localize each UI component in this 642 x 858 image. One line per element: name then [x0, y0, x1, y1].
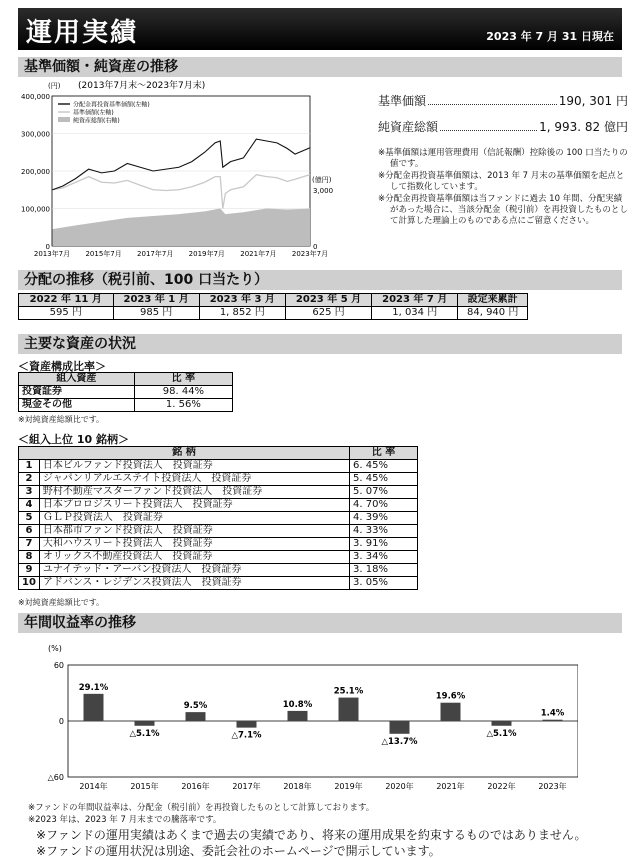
x-tick: 2019年 — [334, 782, 363, 791]
alloc-asset: 現金その他 — [19, 399, 135, 412]
top10-row — [19, 460, 418, 473]
bar — [237, 721, 257, 728]
right-axis-unit: (億円) — [312, 175, 332, 184]
top10-name: ジャパンリアルエステイト投資法人 投資証券 — [39, 473, 349, 486]
top10-name: 日本都市ファンド投資法人 投資証券 — [39, 525, 349, 538]
x-tick: 2019年7月 — [188, 250, 225, 258]
data-label: 9.5% — [183, 701, 208, 712]
bar — [492, 721, 512, 726]
dist-value: 1, 852 円 — [199, 307, 285, 320]
bar — [441, 703, 461, 721]
bar — [543, 720, 563, 721]
nav-note: ※分配金再投資基準価額は、2013 年 7 月末の基準価額を起点として指数化しています。 — [378, 171, 625, 192]
data-label: 25.1% — [333, 686, 364, 697]
data-label: 29.1% — [78, 682, 109, 693]
legend-label: 基準価額(左軸) — [73, 109, 114, 117]
dist-header: 2022 年 11 月 — [19, 294, 114, 307]
alloc-note: ※対純資産総額比です。 — [18, 415, 105, 424]
series-nav-line — [53, 175, 310, 209]
x-tick: 2021年7月 — [240, 250, 277, 258]
top10-rank: 4 — [19, 499, 40, 512]
section-distribution: 分配の推移（税引前、100 口当たり） — [18, 270, 622, 290]
y-tick-left: 200,000 — [21, 168, 50, 176]
top10-ratio: 3. 91% — [350, 538, 418, 551]
data-label: △7.1% — [231, 730, 262, 741]
alloc-table — [18, 372, 233, 412]
dist-value: 985 円 — [113, 307, 199, 320]
top10-header: 銘 柄 — [19, 447, 350, 460]
top10-row — [19, 551, 418, 564]
alloc-ratio: 1. 56% — [134, 399, 232, 412]
top10-name: ユナイテッド・アーバン投資法人 投資証券 — [39, 564, 349, 577]
dist-header: 2023 年 1 月 — [113, 294, 199, 307]
footer-disclaimer: ※ファンドの運用実績はあくまで過去の実績であり、将来の運用成果を約束するものではありません。 — [36, 828, 587, 842]
alloc-ratio: 98. 44% — [134, 386, 232, 399]
top10-rank: 3 — [19, 486, 40, 499]
top10-row — [19, 525, 418, 538]
legend-label: 分配金再投資基準価額(左軸) — [73, 101, 150, 109]
top10-rank: 2 — [19, 473, 40, 486]
x-tick: 2022年 — [487, 782, 516, 791]
top10-ratio: 4. 70% — [350, 499, 418, 512]
report-date: 2023 年 7 月 31 日現在 — [486, 30, 614, 43]
base-price-label: 基準価額 — [378, 94, 427, 108]
page-title: 運用実績 — [26, 18, 139, 48]
top10-ratio: 3. 34% — [350, 551, 418, 564]
x-tick: 2016年 — [181, 782, 210, 791]
data-label: 10.8% — [282, 699, 313, 710]
y-tick-right: 3,000 — [313, 186, 334, 195]
top10-title: ＜組入上位 10 銘柄＞ — [18, 433, 129, 446]
top10-ratio: 3. 18% — [350, 564, 418, 577]
x-tick: 2017年 — [232, 782, 261, 791]
x-tick: 2015年 — [130, 782, 159, 791]
legend-swatch — [58, 117, 70, 122]
x-tick: 2021年 — [436, 782, 465, 791]
section-annual: 年間収益率の推移 — [18, 613, 622, 633]
top10-row — [19, 499, 418, 512]
top10-header: 比 率 — [350, 447, 418, 460]
x-tick: 2015年7月 — [85, 250, 122, 258]
nav-info — [378, 92, 628, 144]
legend-label: 純資産総額(右軸) — [73, 117, 120, 125]
series-net-assets-area — [53, 209, 310, 247]
top10-ratio: 4. 33% — [350, 525, 418, 538]
top10-ratio: 3. 05% — [350, 577, 418, 590]
y-tick-left: 400,000 — [21, 93, 50, 101]
dist-value: 625 円 — [285, 307, 371, 320]
data-label: △13.7% — [381, 736, 418, 747]
y-tick: 60 — [53, 661, 64, 670]
top10-rank: 6 — [19, 525, 40, 538]
top10-table — [18, 446, 418, 590]
title-bar — [18, 8, 622, 50]
top10-rank: 8 — [19, 551, 40, 564]
bar — [84, 694, 104, 721]
top10-ratio: 4. 39% — [350, 512, 418, 525]
alloc-asset: 投資証券 — [19, 386, 135, 399]
top10-name: 日本ビルファンド投資法人 投資証券 — [39, 460, 349, 473]
top10-name: ＧＬＰ投資法人 投資証券 — [39, 512, 349, 525]
top10-name: 大和ハウスリート投資法人 投資証券 — [39, 538, 349, 551]
x-tick: 2017年7月 — [137, 250, 174, 258]
base-price-row — [378, 92, 628, 109]
top10-rank: 5 — [19, 512, 40, 525]
bar — [339, 698, 359, 721]
series-reinvested-nav-line — [53, 139, 310, 190]
data-label: △5.1% — [129, 728, 160, 739]
x-tick: 2023年 — [538, 782, 567, 791]
y-tick-left: 0 — [45, 243, 50, 251]
dist-header: 2023 年 3 月 — [199, 294, 285, 307]
section-nav: 基準価額・純資産の推移 — [18, 57, 622, 77]
top10-rank: 9 — [19, 564, 40, 577]
x-tick: 2018年 — [283, 782, 312, 791]
distribution-table — [18, 293, 528, 320]
top10-rank: 10 — [19, 577, 40, 590]
section-assets: 主要な資産の状況 — [18, 334, 622, 354]
top10-row — [19, 486, 418, 499]
dist-value: 84, 940 円 — [458, 307, 528, 320]
top10-note: ※対純資産総額比です。 — [18, 598, 105, 607]
x-tick: 2013年7月 — [33, 250, 71, 258]
y-tick-left: 300,000 — [21, 130, 50, 139]
y-tick-right: 0 — [313, 243, 318, 251]
x-tick: 2020年 — [385, 782, 414, 791]
data-label: △5.1% — [486, 728, 517, 739]
nav-notes — [378, 148, 628, 228]
left-axis-unit: (円) — [48, 82, 61, 90]
top10-row — [19, 577, 418, 590]
net-assets-label: 純資産総額 — [378, 120, 439, 134]
annual-note: ※2023 年は、2023 年 7 月末までの騰落率です。 — [28, 815, 222, 825]
x-tick: 2014年 — [79, 782, 108, 791]
dist-value: 595 円 — [19, 307, 114, 320]
top10-name: 野村不動産マスターファンド投資法人 投資証券 — [39, 486, 349, 499]
top10-name: 日本プロロジスリート投資法人 投資証券 — [39, 499, 349, 512]
data-label: 19.6% — [435, 691, 466, 702]
top10-name: アドバンス・レジデンス投資法人 投資証券 — [39, 577, 349, 590]
x-tick: 2023年7月 — [291, 250, 329, 258]
top10-rank: 1 — [19, 460, 40, 473]
bar — [390, 721, 410, 734]
alloc-header: 組入資産 — [19, 373, 135, 386]
alloc-header: 比 率 — [134, 373, 232, 386]
nav-note: ※分配金再投資基準価額は当ファンドに過去 10 年間、分配実績があった場合に、当該分配金（税引前）を再投資したものとして計算した理論上のものである点にご留意ください。 — [378, 194, 628, 226]
dist-value: 1, 034 円 — [372, 307, 458, 320]
data-label: 1.4% — [540, 708, 565, 719]
dist-header: 2023 年 7 月 — [372, 294, 458, 307]
base-price-value: 190, 301 円 — [558, 94, 628, 108]
bar — [186, 712, 206, 721]
y-axis-unit: (%) — [48, 644, 62, 653]
top10-name: オリックス不動産投資法人 投資証券 — [39, 551, 349, 564]
top10-ratio: 5. 45% — [350, 473, 418, 486]
nav-note: ※基準価額は運用管理費用（信託報酬）控除後の 100 口当たりの値です。 — [378, 148, 628, 169]
annual-note: ※ファンドの年間収益率は、分配金（税引前）を再投資したものとして計算しております。 — [28, 803, 375, 813]
y-tick: 0 — [58, 717, 64, 726]
y-tick: △60 — [47, 773, 64, 782]
top10-ratio: 5. 07% — [350, 486, 418, 499]
chart-period: (2013年7月末～2023年7月末) — [78, 81, 206, 91]
alloc-title: ＜資産構成比率＞ — [18, 360, 106, 373]
bar — [288, 711, 308, 721]
top10-row — [19, 564, 418, 577]
top10-row — [19, 473, 418, 486]
footer-disclaimer: ※ファンドの運用状況は別途、委託会社のホームページで開示しています。 — [36, 844, 441, 858]
bar — [135, 721, 155, 726]
annual-return-chart — [18, 640, 578, 800]
top10-rank: 7 — [19, 538, 40, 551]
net-assets-row — [378, 118, 628, 135]
top10-ratio: 6. 45% — [350, 460, 418, 473]
y-tick-left: 100,000 — [21, 205, 50, 214]
net-assets-value: 1, 993. 82 億円 — [539, 120, 628, 134]
dist-header: 2023 年 5 月 — [285, 294, 371, 307]
top10-row — [19, 512, 418, 525]
nav-chart — [18, 78, 338, 264]
dist-header: 設定来累計 — [458, 294, 528, 307]
top10-row — [19, 538, 418, 551]
